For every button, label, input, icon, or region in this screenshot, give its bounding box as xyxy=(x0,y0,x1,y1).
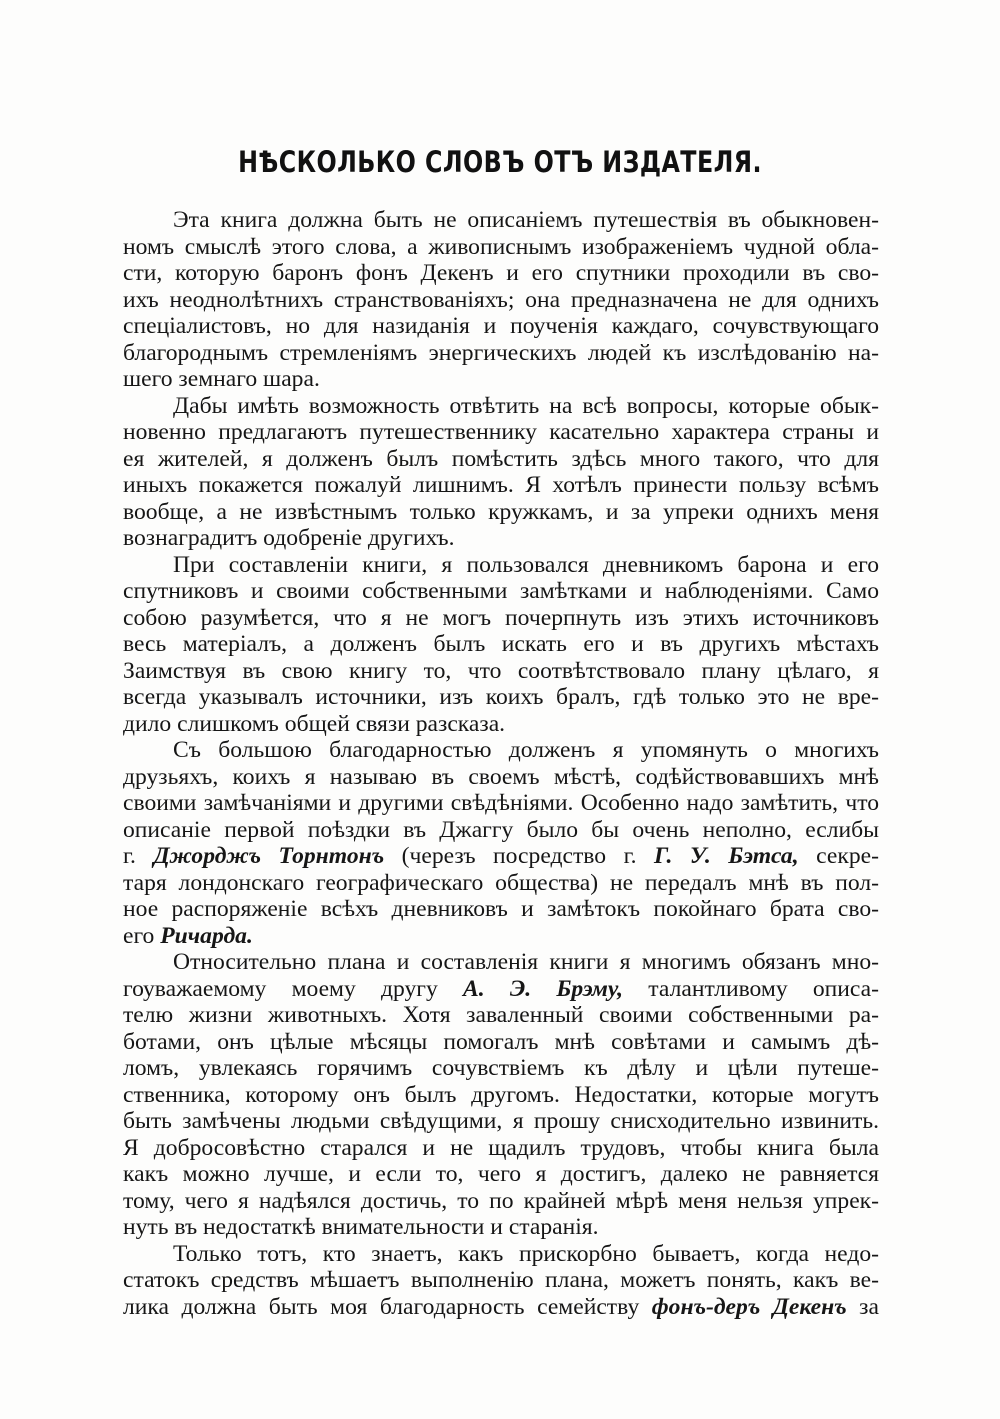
text-line: Заимствуя въ свою книгу то, что соотвѣтствовало плану цѣлаго, я xyxy=(123,657,879,684)
text-line: При составленіи книги, я пользовался дневникомъ барона и его xyxy=(173,551,879,578)
person-name: Г. У. Бэтса, xyxy=(654,843,799,869)
text-line-with-names xyxy=(123,923,879,950)
text-line: таря лондонскаго географическаго общества) не передалъ мнѣ въ пол- xyxy=(123,869,879,896)
text-fragment: его xyxy=(123,922,161,949)
text-line: описаніе первой поѣздки въ Джаггу было бы очень неполно, еслибы xyxy=(123,816,879,843)
text-line: дило слишкомъ общей связи разсказа. xyxy=(123,710,506,737)
text-line: шего земнаго шара. xyxy=(123,366,320,392)
text-line: весь матеріалъ, а долженъ былъ искать его и въ другихъ мѣстахъ xyxy=(123,631,879,657)
text-line: тому, чего я надѣялся достичь, то по крайней мѣрѣ меня нельзя упрек- xyxy=(123,1187,879,1214)
text-line: ное распоряженіе всѣхъ дневниковъ и замѣтокъ покойнаго брата сво- xyxy=(123,896,879,922)
text-line: всегда указывалъ источники, изъ коихъ бралъ, гдѣ только это не вре- xyxy=(123,684,879,710)
text-line-with-names xyxy=(123,976,879,1003)
person-name: А. Э. Брэму, xyxy=(463,975,624,1002)
text-line: спеціалистовъ, но для назиданія и поученія каждаго, сочувствующаго xyxy=(123,313,879,339)
text-line: быть замѣчены людьми свѣдущими, я прошу снисходительно извинить. xyxy=(123,1108,879,1134)
text-line: статокъ средствъ мѣшаетъ выполненію плана, можетъ понять, какъ ве- xyxy=(123,1267,879,1293)
text-line: ея жителей, я долженъ былъ помѣстить здѣсь много такого, что для xyxy=(123,445,879,472)
text-line-with-names xyxy=(123,1294,879,1321)
text-line: ботами, онъ цѣлые мѣсяцы помогалъ мнѣ совѣтами и самымъ дѣ- xyxy=(123,1028,879,1055)
text-line: Только тотъ, кто знаетъ, какъ прискорбно бываетъ, когда недо- xyxy=(173,1240,879,1267)
text-line: собою разумѣется, что я не могъ почерпнуть изъ этихъ источниковъ xyxy=(123,604,879,631)
text-fragment: за xyxy=(846,1293,879,1320)
text-line: ственника, которому онъ былъ другомъ. Недостатки, которые могутъ xyxy=(123,1081,879,1108)
text-line: друзьяхъ, коихъ я называю въ своемъ мѣстѣ, содѣйствовавшихъ мнѣ xyxy=(123,763,879,790)
text-line: номъ смыслѣ этого слова, а живописнымъ изображеніемъ чудной обла- xyxy=(123,233,879,260)
text-line: спутниковъ и своими собственными замѣтками и наблюденіями. Само xyxy=(123,578,879,604)
text-fragment: (черезъ посредство г. xyxy=(384,843,654,869)
person-name: фонъ-деръ Декенъ xyxy=(651,1293,847,1320)
text-line: сти, которую баронъ фонъ Декенъ и его спутники проходили въ сво- xyxy=(123,260,879,286)
body-text xyxy=(123,207,879,1320)
text-line: ихъ неоднолѣтнихъ странствованіяхъ; она предназначена не для однихъ xyxy=(123,286,879,313)
text-line: нуть въ недостаткѣ внимательности и старанія. xyxy=(123,1214,599,1240)
person-name: Ричарда. xyxy=(160,922,253,949)
text-line: Я добросовѣстно старался и не щадилъ трудовъ, чтобы книга была xyxy=(123,1134,879,1161)
text-fragment: секре- xyxy=(798,843,879,869)
person-name: Джорджъ Торнтонъ xyxy=(153,843,385,869)
text-fragment: г. xyxy=(123,843,154,869)
text-line: какъ можно лучше, и если то, чего я достигъ, далеко не равняется xyxy=(123,1161,879,1187)
text-line: новенно предлагаютъ путешественнику касательно характера страны и xyxy=(123,419,879,445)
text-line: вообще, а не извѣстнымъ только кружкамъ, и за упреки однихъ меня xyxy=(123,498,879,525)
text-line: иныхъ покажется пожалуй лишнимъ. Я хотѣлъ принести пользу всѣмъ xyxy=(123,472,879,498)
text-line-with-names xyxy=(123,843,879,870)
text-line: Эта книга должна быть не описаніемъ путешествія въ обыкновен- xyxy=(173,207,879,233)
text-fragment: гоуважаемому моему другу xyxy=(123,975,463,1002)
text-fragment: лика должна быть моя благодарность семейству xyxy=(123,1293,652,1320)
text-line: Съ большою благодарностью долженъ я упомянуть о многихъ xyxy=(173,737,879,763)
text-line: Дабы имѣть возможность отвѣтить на всѣ вопросы, которые обык- xyxy=(173,392,879,419)
text-line: своими замѣчаніями и другими свѣдѣніями. Особенно надо замѣтить, что xyxy=(123,790,879,816)
text-fragment: талантливому описа- xyxy=(623,975,879,1002)
text-line: Относительно плана и составленія книги я многимъ обязанъ мно- xyxy=(173,949,879,975)
text-line: благороднымъ стремленіямъ энергическихъ людей къ изслѣдованію на- xyxy=(123,339,879,366)
text-line: телю жизни животныхъ. Хотя заваленный своими собственными ра- xyxy=(123,1002,879,1028)
text-line: ломъ, увлекаясь горячимъ сочувствіемъ къ дѣлу и цѣли путеше- xyxy=(123,1055,879,1081)
text-line: вознаградитъ одобреніе другихъ. xyxy=(123,525,455,551)
page-title: НѢСКОЛЬКО СЛОВЪ ОТЪ ИЗДАТЕЛЯ. xyxy=(238,145,762,179)
